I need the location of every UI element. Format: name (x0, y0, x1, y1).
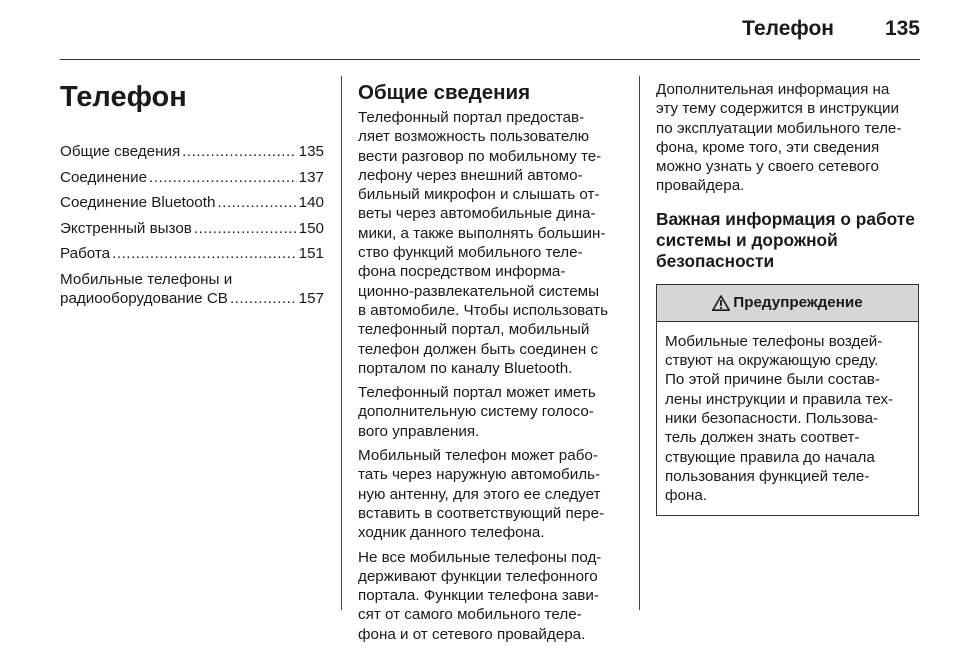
toc-leader-dots (112, 244, 297, 264)
toc-entry-page: 151 (298, 245, 324, 262)
toc-leader-dots (182, 142, 296, 162)
toc-leader-dots (149, 168, 297, 188)
toc-entry-page: 150 (298, 219, 324, 237)
body-paragraph: Телефонный портал может иметь дополнительную систему голосо- вого управления. (358, 384, 596, 440)
column-divider-2 (639, 76, 640, 610)
toc-entry-label: Общие сведения (60, 143, 181, 160)
toc-entry-label: Соединение (60, 168, 148, 186)
warning-body (657, 322, 918, 516)
toc-leader-dots (230, 289, 297, 309)
toc-entry-label-line1: Мобильные телефоны и (60, 270, 233, 288)
table-of-contents (60, 80, 324, 309)
chapter-title: Телефон (60, 81, 187, 113)
body-paragraph: Не все мобильные телефоны под- держивают функции телефонного портала. Функции телефона зави- сят от самого мобильного теле- фона и от сетевого провайдера. (358, 548, 602, 643)
warning-triangle-icon (712, 295, 730, 311)
toc-entry-page: 135 (298, 143, 324, 160)
warning-text: Мобильные телефоны воздей- ствуют на окружающую среду. По этой причине были состав- лены инструкции и правила тех- ники безопасности. Пользова- тель должен знать соответ- ствующие правила до начала пользования функцией теле- фона. (665, 332, 894, 505)
toc-leader-dots (217, 193, 296, 213)
toc-entry-label: Экстренный вызов (60, 219, 192, 237)
toc-entry-page: 137 (298, 168, 324, 186)
warning-title: Предупреждение (733, 294, 863, 312)
warning-box (656, 284, 919, 517)
toc-entry-label-line2: радиооборудование СВ (60, 290, 228, 307)
section-heading: Общие сведения (358, 81, 531, 104)
body-paragraph: Телефонный портал предостав- ляет возможность пользователю вести разговор по мобильному те- лефону через внешний автомо- бильный микрофон и слышать от- веты через автомобильные дина- мики, а также выполнять большин- ство функций мобильного теле- фона посредством информа- ционно-развлекательной системы в автомобиле. Чтобы использовать телефонный портал, мобильный телефон должен быть соединен с порталом по каналу Bluetooth. (358, 109, 609, 377)
running-header-title: Телефон (742, 17, 834, 40)
toc-entry-page: 157 (298, 290, 324, 307)
general-info-section (358, 80, 622, 649)
toc-entry[interactable] (60, 193, 324, 213)
toc-entry-page: 140 (298, 194, 324, 211)
safety-heading: Важная информация о работе системы и дорожной безопасности (656, 208, 915, 271)
toc-entry-multiline[interactable] (60, 270, 324, 309)
body-paragraph: Мобильный телефон может рабо- тать через наружную автомобиль- ную антенну, для этого ее следует вставить в соответствующий пере- ходник данного телефона. (358, 447, 605, 542)
additional-info-section (656, 80, 919, 516)
page-number: 135 (884, 17, 920, 40)
column-divider-1 (341, 76, 342, 610)
body-paragraph: Дополнительная информация на эту тему содержится в инструкции по эксплуатации мобильного теле- фона, кроме того, эти сведения можно узнать у своего сетевого провайдера. (656, 81, 902, 195)
warning-header (657, 285, 918, 322)
toc-entry[interactable] (60, 219, 324, 239)
toc-entry[interactable] (60, 244, 324, 264)
toc-entry[interactable] (60, 142, 324, 162)
toc-entry-label: Работа (60, 245, 111, 262)
header-divider (60, 59, 920, 60)
toc-entry-label: Соединение Bluetooth (60, 194, 216, 211)
toc-leader-dots (194, 219, 297, 239)
toc-entry[interactable] (60, 168, 324, 188)
